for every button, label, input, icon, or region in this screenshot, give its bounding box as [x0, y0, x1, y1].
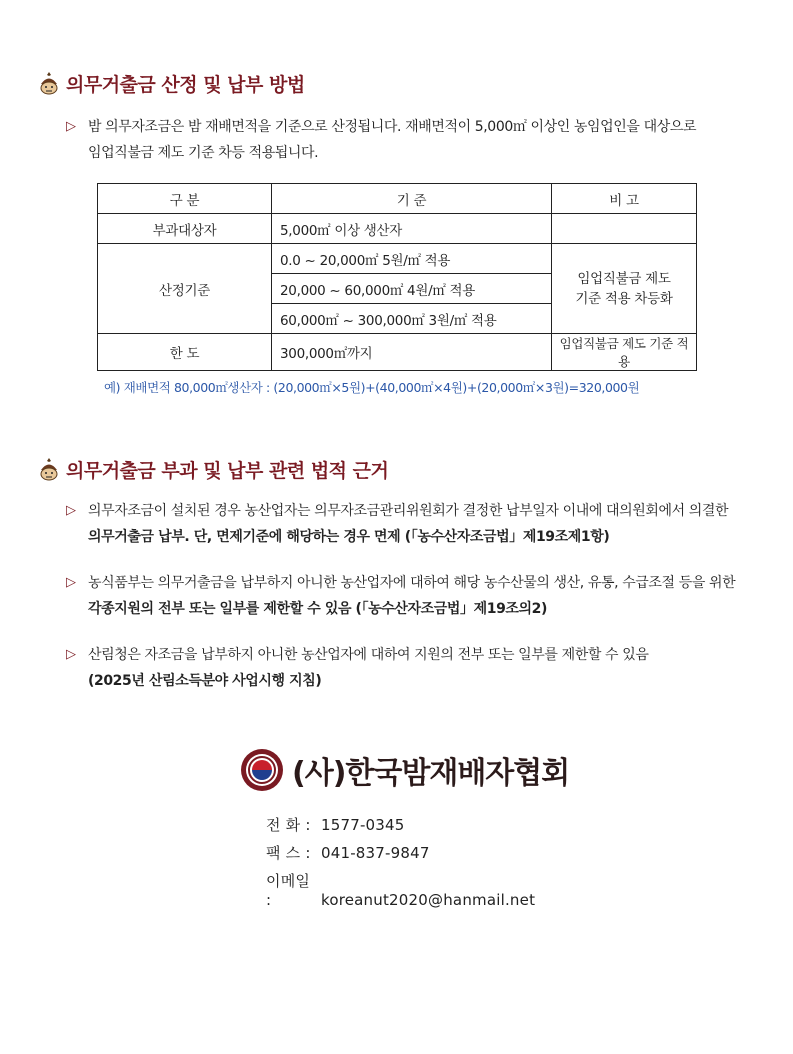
section1-intro: [66, 114, 756, 166]
note-line2: 기준 적용 차등화: [575, 290, 673, 307]
header-criteria: 기 준: [272, 184, 552, 214]
fax-label: 팩 스 :: [266, 844, 311, 862]
bullet-line1: 산림청은 자조금을 납부하지 아니한 농산업자에 대하여 지원의 전부 또는 일부를 제한할 수 있음: [88, 647, 649, 663]
bullet-line2: (2025년 산림소득분야 사업시행 지침): [88, 673, 322, 689]
bullet-line2: 각종지원의 전부 또는 일부를 제한할 수 있음 (「농수산자조금법」제19조의2): [88, 601, 548, 617]
row-note: 임업직불금 제도 기준 적용: [552, 334, 697, 371]
triangle-right-icon: ▷: [66, 503, 76, 518]
legal-bullet: [66, 498, 756, 550]
table-header-row: [98, 184, 697, 214]
bullet-line1: 의무자조금이 설치된 경우 농산업자는 의무자조금관리위원회가 결정한 납부일자 이내에 대의원회에서 의결한: [88, 503, 729, 519]
row-value: 60,000㎡ ~ 300,000㎡ 3원/㎡ 적용: [272, 304, 552, 334]
criteria-table: [97, 183, 697, 371]
header-category: 구 분: [98, 184, 272, 214]
fax-value: 041-837-9847: [320, 844, 430, 862]
table-row: [98, 334, 697, 371]
row-value: 20,000 ~ 60,000㎡ 4원/㎡ 적용: [272, 274, 552, 304]
phone-value: 1577-0345: [320, 816, 405, 834]
contact-email: [266, 870, 535, 909]
row-note: [552, 244, 697, 334]
section1-title-text: 의무거출금 산정 및 납부 방법: [66, 74, 305, 96]
chestnut-icon: [38, 71, 60, 97]
note-line1: 임업직불금 제도: [577, 270, 671, 287]
section2-title-text: 의무거출금 부과 및 납부 관련 법적 근거: [66, 460, 389, 482]
triangle-right-icon: ▷: [66, 647, 76, 662]
row-value: 5,000㎡ 이상 생산자: [272, 214, 552, 244]
org-name: (사)한국밤재배자협회: [292, 756, 570, 791]
bullet-line1: 농식품부는 의무거출금을 납부하지 아니한 농산업자에 대하여 해당 농수산물의 생산, 유통, 수급조절 등을 위한: [88, 575, 736, 591]
contact-fax: [266, 842, 430, 863]
header-note: 비 고: [552, 184, 697, 214]
bullet-line2: 의무거출금 납부. 단, 면제기준에 해당하는 경우 면제 (「농수산자조금법」제19조제1항): [88, 529, 610, 545]
row-label: 산정기준: [98, 244, 272, 334]
row-label: 한 도: [98, 334, 272, 371]
row-label: 부과대상자: [98, 214, 272, 244]
row-value: 0.0 ~ 20,000㎡ 5원/㎡ 적용: [272, 244, 552, 274]
section2-title: [38, 456, 388, 483]
intro-line1: 밤 의무자조금은 밤 재배면적을 기준으로 산정됩니다. 재배면적이 5,000㎡ 이상인 농임업인을 대상으로: [88, 119, 697, 135]
association-logo: [240, 748, 569, 792]
legal-bullet: [66, 642, 756, 694]
table-row: [98, 214, 697, 244]
triangle-right-icon: ▷: [66, 119, 76, 134]
association-seal-icon: [240, 748, 284, 792]
table-row: [98, 244, 697, 274]
phone-label: 전 화 :: [266, 816, 311, 834]
row-value: 300,000㎡까지: [272, 334, 552, 371]
contact-phone: [266, 814, 405, 835]
intro-line2: 임업직불금 제도 기준 차등 적용됩니다.: [88, 145, 319, 161]
row-note: [552, 214, 697, 244]
triangle-right-icon: ▷: [66, 575, 76, 590]
section1-title: [38, 70, 305, 97]
legal-bullet: [66, 570, 756, 622]
chestnut-icon: [38, 457, 60, 483]
email-label: 이메일 :: [266, 872, 311, 909]
example-note: 예) 재배면적 80,000㎡생산자 : (20,000㎡×5원)+(40,000㎡×4원)+(20,000㎡×3원)=320,000원: [104, 380, 640, 395]
email-value[interactable]: koreanut2020@hanmail.net: [320, 891, 536, 909]
